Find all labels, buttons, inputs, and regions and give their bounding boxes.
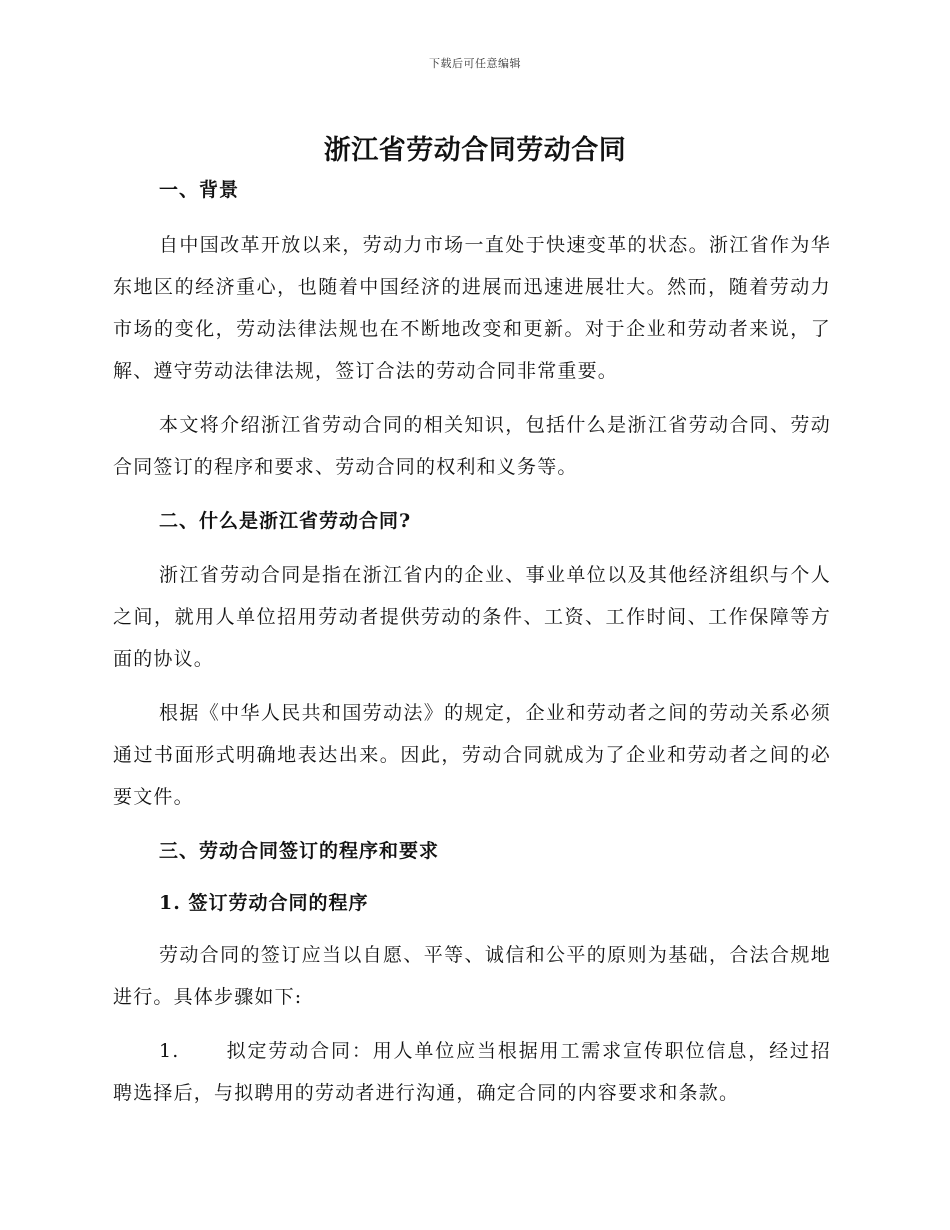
section-heading-definition: 二、什么是浙江省劳动合同? bbox=[159, 510, 412, 532]
paragraph-definition-1: 浙江省劳动合同是指在浙江省内的企业、事业单位以及其他经济组织与个人之间，就用人单位招用劳动者提供劳动的条件、工资、工作时间、工作保障等方面的协议。 bbox=[113, 564, 831, 670]
subsection-heading-signing: 1. 签订劳动合同的程序 bbox=[159, 892, 369, 914]
list-item-number: 1. bbox=[159, 1040, 180, 1062]
paragraph-procedure-1: 劳动合同的签订应当以自愿、平等、诚信和公平的原则为基础，合法合规地进行。具体步骤如下: bbox=[113, 944, 831, 1008]
list-item-draft-contract bbox=[113, 1030, 831, 1114]
section-heading-background: 一、背景 bbox=[159, 179, 240, 201]
document-title: 浙江省劳动合同劳动合同 bbox=[323, 135, 627, 166]
list-item-text: 拟定劳动合同：用人单位应当根据用工需求宣传职位信息，经过招聘选择后，与拟聘用的劳动者进行沟通，确定合同的内容要求和条款。 bbox=[113, 1040, 831, 1104]
paragraph-background-2: 本文将介绍浙江省劳动合同的相关知识，包括什么是浙江省劳动合同、劳动合同签订的程序和要求、劳动合同的权利和义务等。 bbox=[113, 414, 831, 478]
document-body bbox=[113, 172, 831, 1114]
section-heading-procedure: 三、劳动合同签订的程序和要求 bbox=[159, 840, 440, 862]
paragraph-definition-2: 根据《中华人民共和国劳动法》的规定，企业和劳动者之间的劳动关系必须通过书面形式明确地表达出来。因此，劳动合同就成为了企业和劳动者之间的必要文件。 bbox=[113, 702, 831, 808]
paragraph-background-1: 自中国改革开放以来，劳动力市场一直处于快速变革的状态。浙江省作为华东地区的经济重心，也随着中国经济的进展而迅速进展壮大。然而，随着劳动力市场的变化，劳动法律法规也在不断地改变和更新。对于企业和劳动者来说，了解、遵守劳动法律法规，签订合法的劳动合同非常重要。 bbox=[113, 234, 831, 382]
header-note: 下载后可任意编辑 bbox=[429, 57, 521, 70]
